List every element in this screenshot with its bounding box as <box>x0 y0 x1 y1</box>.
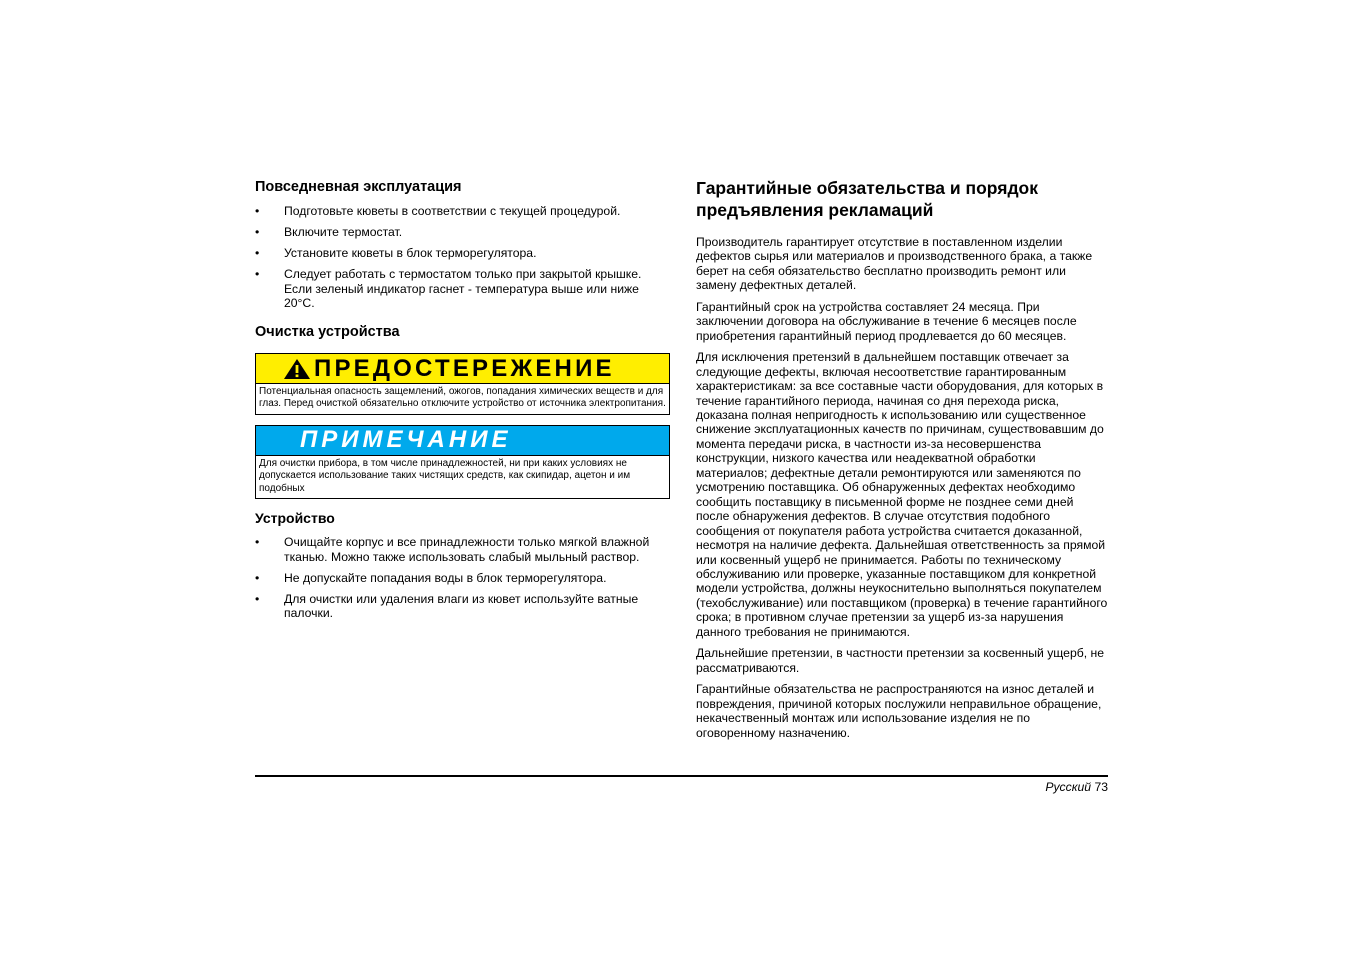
bullet-icon: • <box>255 570 260 585</box>
left-column <box>255 178 670 633</box>
list-item: • Для очистки или удаления влаги из кювет используйте ватные палочки. <box>255 591 639 621</box>
daily-operation-heading: Повседневная эксплуатация <box>255 179 462 195</box>
warning-triangle-icon <box>283 358 311 380</box>
footer-rule <box>255 775 1108 777</box>
right-column <box>696 178 1108 747</box>
warranty-paragraph: Гарантийные обязательства не распространяются на износ деталей и повреждения, причиной которых послужили неправильное обращение, некачественный монтаж или использование изделия не по оговоренному назначению. <box>696 682 1102 740</box>
bullet-icon: • <box>255 225 260 240</box>
bullet-icon: • <box>255 267 260 282</box>
warranty-paragraph: Для исключения претензий в дальнейшем поставщик отвечает за следующие дефекты, включая несоответствие гарантированным характеристикам: за все составные части оборудования, для которых в течение гарантийного периода, начиная со дня перехода риска, доказана полная непригодность к использованию или существенное снижение эксплуатационных качеств по причинам, существовавшим до момента передачи риска, в частности из-за несовершенства конструкции, низкого качества или неадекватной обработки материалов; дефектные детали ремонтируются или заменяются по усмотрению поставщика. Об обнаруженных дефектах необходимо сообщить поставщику в письменной форме не позднее семи дней после обнаружения дефектов. В случае отсутствия подобного сообщения от покупателя работа устройства считается доказанной, несмотря на наличие дефекта. Дальнейшая ответственность за прямой или косвенный ущерб не принимается. Работы по техническому обслуживанию или проверке, указанные поставщиком для конкретной модели устройства, должны неукоснительно выполняться покупателем (техобслуживание) или поставщиком (проверка) в течение гарантийного срока; в противном случае претензии за ущерб из-за нарушения данного требования не принимаются. <box>696 350 1108 639</box>
note-header <box>256 426 669 456</box>
list-item: • Не допускайте попадания воды в блок терморегулятора. <box>255 570 607 585</box>
warranty-paragraph: Производитель гарантирует отсутствие в поставленном изделии дефектов сырья или материалов и производственного брака, а также берет на себя обязательство бесплатно производить ремонт или замену дефектных деталей. <box>696 235 1093 293</box>
warranty-paragraph: Дальнейшие претензии, в частности претензии за косвенный ущерб, не рассматриваются. <box>696 646 1105 675</box>
warning-title: ПРЕДОСТЕРЕЖЕНИЕ <box>314 354 615 382</box>
device-list <box>255 535 670 621</box>
note-title: ПРИМЕЧАНИЕ <box>300 426 512 454</box>
footer-language: Русский <box>1045 780 1092 794</box>
warning-text: Потенциальная опасность защемлений, ожогов, попадания химических веществ и для глаз. Перед очисткой обязательно отключите устройство от источника электропитания. <box>259 386 666 410</box>
page-footer <box>1045 780 1108 794</box>
warning-header <box>256 354 669 384</box>
warranty-heading: Гарантийные обязательства и порядок предъявления рекламаций <box>696 178 1039 220</box>
list-item: • Установите кюветы в блок терморегулятора. <box>255 246 537 261</box>
list-item: • Следует работать с термостатом только при закрытой крышке. Если зеленый индикатор гаснет - температура выше или ниже 20°C. <box>255 267 642 311</box>
bullet-icon: • <box>255 591 260 606</box>
note-text: Для очистки прибора, в том числе принадлежностей, ни при каких условиях не допускается использование таких чистящих средств, как скипидар, ацетон и им подобных <box>259 457 631 494</box>
list-item: • Подготовьте кюветы в соответствии с текущей процедурой. <box>255 204 621 218</box>
bullet-icon: • <box>255 204 260 218</box>
warning-box <box>255 353 670 415</box>
device-heading: Устройство <box>255 510 335 527</box>
bullet-icon: • <box>255 246 260 261</box>
list-item: • Включите термостат. <box>255 225 403 240</box>
note-box <box>255 425 670 499</box>
list-item: • Очищайте корпус и все принадлежности только мягкой влажной тканью. Можно также использовать слабый мыльный раствор. <box>255 535 650 564</box>
page-number: 73 <box>1094 780 1108 794</box>
warranty-paragraph: Гарантийный срок на устройства составляет 24 месяца. При заключении договора на обслуживание в течение 6 месяцев после приобретения гарантийный период продлевается до 60 месяцев. <box>696 299 1077 343</box>
daily-operation-list <box>255 204 670 311</box>
cleaning-heading: Очистка устройства <box>255 324 400 341</box>
bullet-icon: • <box>255 535 260 550</box>
